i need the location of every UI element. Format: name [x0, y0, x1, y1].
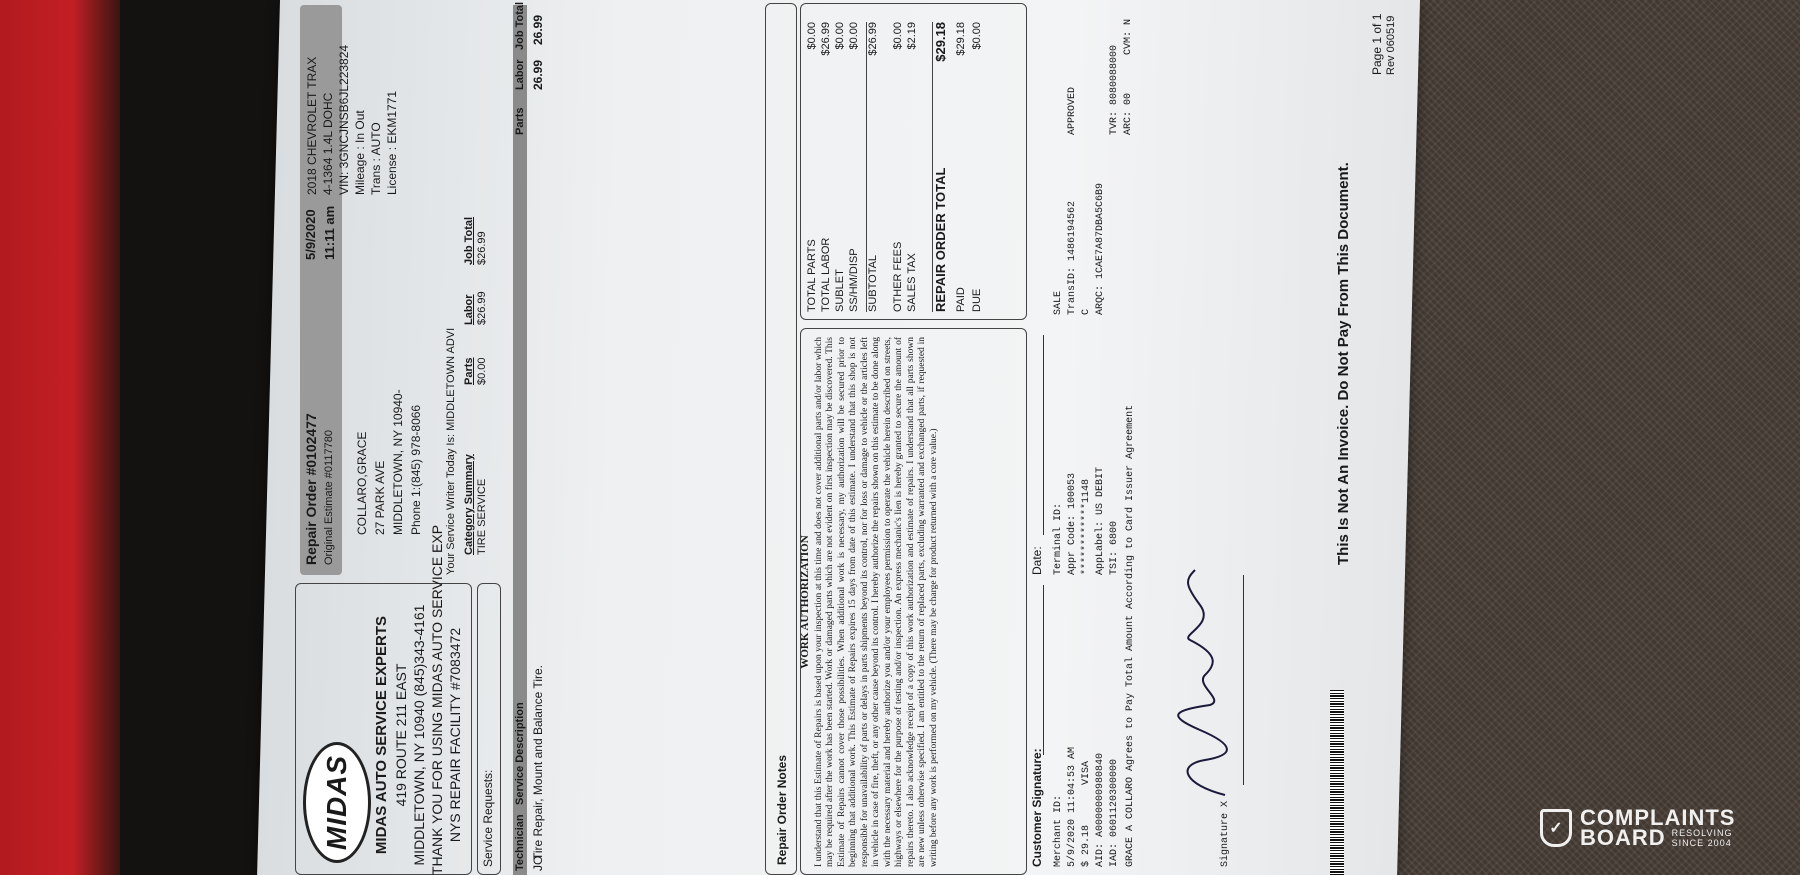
- watermark-main-2: BOARD: [1580, 825, 1666, 850]
- work-authorization: [800, 337, 1020, 867]
- handwritten-signature: [1165, 565, 1245, 805]
- arqc: ARQC: 1CAE7A87DBA5C6B9: [1095, 182, 1106, 315]
- ro-date: 5/9/2020: [303, 209, 318, 260]
- page-number: Page 1 of 1: [1370, 13, 1384, 75]
- service-requests-label: Service Requests:: [481, 769, 495, 867]
- customer-street: 27 PARK AVE: [373, 460, 387, 535]
- total-row: SALES TAX $2.19: [906, 22, 918, 312]
- total-row: SUBLET $0.00: [834, 22, 846, 312]
- service-description: Tire Repair, Mount and Balance Tire.: [531, 665, 545, 860]
- shop-facility: NYS REPAIR FACILITY #7083472: [447, 627, 463, 843]
- tech-labor: 26.99: [531, 59, 545, 90]
- watermark-main-1: COMPLAINTS: [1580, 805, 1736, 830]
- cat-header-parts: Parts: [463, 357, 475, 385]
- tech-header-job-total: Job Total: [514, 1, 526, 50]
- shop-address-2: MIDDLETOWN, NY 10940 (845)343-4161: [411, 604, 427, 866]
- vehicle-engine: 4-1364 1.4L DOHC: [321, 92, 335, 195]
- watermark-sub-1: RESOLVING: [1671, 828, 1733, 838]
- tech-job-total: 26.99: [531, 14, 545, 45]
- vehicle-trans: Trans : AUTO: [369, 122, 383, 195]
- customer-phone: Phone 1:(845) 978-8066: [409, 404, 423, 535]
- signature-x-label: Signature X: [1220, 800, 1231, 867]
- vehicle-mileage: Mileage : In Out: [353, 110, 367, 195]
- date-line: [1043, 335, 1044, 535]
- iad: IAD: 0601120300000: [1109, 758, 1120, 867]
- cat-header-category: Category Summary: [463, 454, 475, 555]
- repair-order-notes-box: [765, 3, 797, 875]
- vehicle-vin: VIN: 3GNCJNSB6JL223824: [337, 44, 351, 195]
- total-row: TOTAL PARTS $0.00: [806, 22, 818, 312]
- tech-initials: JO: [531, 855, 545, 871]
- arc: ARC: 00: [1123, 92, 1134, 135]
- cat-row-labor: $26.99: [476, 291, 488, 325]
- cardholder-agreement: GRACE A COLLARO Agrees to Pay Total Amount According to Card Issuer Agreement: [1125, 404, 1136, 867]
- revision: Rev 060519: [1385, 15, 1397, 75]
- midas-logo: MIDAS: [303, 742, 371, 863]
- signature-x-line: [1243, 575, 1244, 785]
- date-label: Date:: [1030, 546, 1044, 575]
- total-row: SS/HM/DISP $0.00: [848, 22, 860, 312]
- tech-header-technician: Technician: [514, 814, 526, 871]
- customer-signature-label: Customer Signature:: [1030, 748, 1044, 867]
- background-carpet: [1380, 0, 1800, 875]
- terminal-id: Terminal ID:: [1053, 502, 1064, 575]
- sale-label: SALE: [1053, 290, 1064, 315]
- trans-id: TransID: 1486194562: [1067, 200, 1078, 315]
- work-authorization-text: I understand that this Estimate of Repairs is based upon your inspection at this time and does not cover additional parts and/or labor which may be required after the work has been started. Work or damaged parts which are not evident on first inspection may be discovered. This Estimate of Repairs cannot cover those possibilities. When additional work is necessary, my authorization will be secured prior to beginning that additional work. This Estimate of Repairs expires 15 days from date of this estimate. I understand that this shop is not responsible for unavailability of parts or delays in parts shipments beyond its control, nor for loss or damage to vehicle or the articles left in vehicle in case of fire, theft, or any other cause beyond its control. I hereby authorize the repairs shown on this estimate to be done along with the necessary material and hereby authorize you and/or your employees permission to operate the vehicle herein described on streets, highways or elsewhere for the purpose of testing and/or inspection. An express mechanic's lien is hereby granted to secure the amount of repairs thereto. I also acknowledge receipt of a copy of this work authorization and estimate of repairs. I understand that all parts shown are new unless otherwise specified. I am entitled to the return of replaced parts, excluding warranted and exchanged parts, if requested in writing before any work is performed on my vehicle. (There may be charge for product returned with a core value.): [813, 337, 939, 867]
- vehicle-license: License : EKM1771: [385, 90, 399, 195]
- card-number: ************1148: [1081, 478, 1092, 575]
- total-row: SUBTOTAL $26.99: [867, 22, 879, 312]
- tech-header-labor: Labor: [514, 59, 526, 90]
- cat-header-labor: Labor: [463, 294, 475, 325]
- tech-header-description: Service Description: [514, 702, 526, 805]
- repair-order-number: Repair Order #0102477: [303, 413, 319, 565]
- service-writer: Your Service Writer Today Is: MIDDLETOWN ADVI: [445, 327, 457, 575]
- total-row: TOTAL LABOR $26.99: [820, 22, 832, 312]
- merchant-id: Merchant ID:: [1053, 794, 1064, 867]
- app-label: AppLabel: US DEBIT: [1095, 466, 1106, 575]
- tsi: TSI: 6800: [1109, 520, 1120, 575]
- work-authorization-title: WORK AUTHORIZATION: [799, 535, 811, 669]
- txn-amount: $ 29.18: [1081, 824, 1092, 867]
- shop-name: MIDAS AUTO SERVICE EXPERTS: [373, 615, 390, 855]
- appr-code: Appr Code: 100053: [1067, 472, 1078, 575]
- complaints-board-watermark: [1540, 805, 1736, 850]
- customer-city: MIDDLETOWN, NY 10940-: [391, 389, 405, 535]
- repair-order-notes-label: Repair Order Notes: [775, 754, 789, 865]
- total-row: DUE $0.00: [971, 22, 983, 312]
- cat-row-job-total: $26.99: [476, 231, 488, 265]
- repair-order-total-row: REPAIR ORDER TOTAL $29.18: [933, 22, 948, 312]
- original-estimate: Original Estimate #0117780: [323, 430, 335, 565]
- cat-row-parts: $0.00: [476, 357, 488, 385]
- not-invoice-notice: This Is Not An Invoice. Do Not Pay From This Document.: [1335, 162, 1352, 565]
- watermark-sub-2: SINCE 2004: [1671, 838, 1732, 848]
- shop-address-1: 419 ROUTE 211 EAST: [393, 663, 409, 807]
- background-red-fabric: [0, 0, 120, 875]
- tvr: TVR: 8080088000: [1109, 44, 1120, 135]
- signature-line: [1043, 585, 1044, 755]
- cvm: CVM: N: [1123, 18, 1134, 55]
- watermark-text: [1580, 805, 1736, 850]
- cat-row-category: TIRE SERVICE: [476, 478, 488, 555]
- approved-label: APPROVED: [1067, 86, 1078, 135]
- customer-name: COLLARO,GRACE: [355, 431, 369, 535]
- txn-datetime: 5/9/2020 11:04:53 AM: [1067, 746, 1078, 867]
- repair-order-document: [285, 0, 1425, 875]
- ro-time: 11:11 am: [322, 205, 337, 260]
- total-row: PAID $29.18: [955, 22, 967, 312]
- cat-header-job-total: Job Total: [463, 216, 475, 265]
- card-type: VISA: [1081, 760, 1092, 785]
- aid: AID: A0000000980840: [1095, 752, 1106, 867]
- tech-header-parts: Parts: [514, 107, 526, 135]
- entry-mode: C: [1081, 308, 1092, 315]
- shop-thanks: THANK YOU FOR USING MIDAS AUTO SERVICE EXP: [429, 524, 445, 875]
- vehicle-model: 2018 CHEVROLET TRAX: [305, 56, 319, 195]
- total-row: OTHER FEES $0.00: [892, 22, 904, 312]
- barcode: [1330, 690, 1344, 875]
- shield-icon: ✓: [1540, 809, 1572, 847]
